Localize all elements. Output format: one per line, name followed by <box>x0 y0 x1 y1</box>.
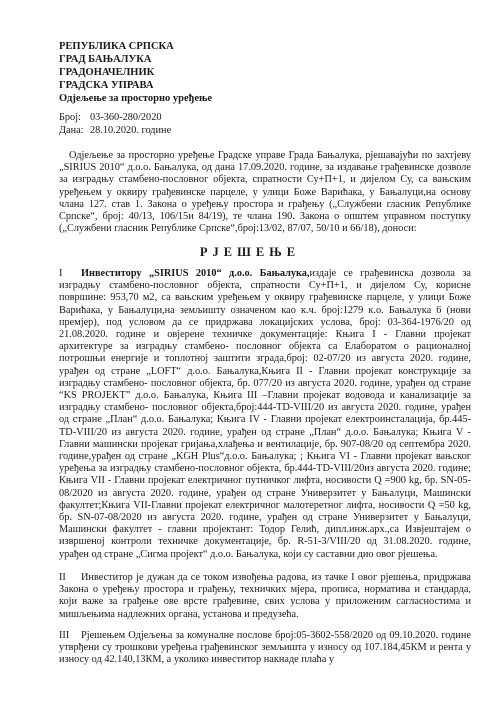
decision-paragraph-1 <box>59 268 471 561</box>
header-city: ГРАД БАЊАЛУКА <box>59 54 152 65</box>
header-mayor: ГРАДОНАЧЕЛНИК <box>59 67 155 78</box>
document-meta <box>59 112 171 137</box>
issuer-header <box>59 40 212 105</box>
header-administration: ГРАДСКА УПРАВА <box>59 80 154 91</box>
paragraph-1-lead: Инвеститору „SIRIUS 2010“ д.о.о. Бањалука, <box>81 268 310 279</box>
document-number-label: Број: <box>59 112 81 123</box>
header-republic: РЕПУБЛИКА СРПСКА <box>59 41 174 52</box>
document-date-value: 28.10.2020. године <box>90 124 172 136</box>
decision-paragraph-2 <box>59 572 471 621</box>
header-department: Одјељење за просторно уређење <box>59 93 213 104</box>
paragraph-1-number: I <box>59 268 63 279</box>
document-date-label: Дана: <box>59 124 84 136</box>
decision-title: РЈЕШЕЊЕ <box>199 245 301 259</box>
paragraph-2-number: II <box>59 572 66 583</box>
paragraph-3-text: Рјешењем Одјељења за комуналне послове број:05-3602-558/2020 од 09.10.2020. године утврђени су трошкови уређења грађевинског земљишта у износу од 107.184,45КМ и рента у износу од 42.140,13КМ, а уколико инвеститор накнаде плаћа у <box>59 630 471 666</box>
intro-paragraph: Одјељење за просторно уређење Градске управе Града Бањалука, рјешавајући по захтјеву „SIRIUS 2010“ д.о.о. Бањалука, од дана 17.09.2020. године, за издавање грађевинске дозволе за изградњу стамбено-пословног објекта, спратности Су+П+1, и дијелом Су, са вањским уређењем у оквиру грађевинске парцеле, у улици Боже Варићака, у Бањалуци,на основу члана 127. став 1. Закона о уређењу простора и грађењу („Службени гласник Републике Српске“, број: 40/13, 106/15и 84/19), те члана 190. Закона о општем управном поступку („Службени гласник Републике Српске“,број:13/02, 87/07, 50/10 и 66/18), доноси: <box>59 150 471 235</box>
paragraph-3-number: III <box>59 630 70 641</box>
document-number-value: 03-360-280/2020 <box>90 112 162 123</box>
decision-paragraph-3 <box>59 630 471 667</box>
document-date-row <box>59 125 171 138</box>
paragraph-1-text: издаје се грађевинска дозвола за изградњу стамбено-пословног објекта, спратности Су+П+1, и дијелом Су, корисне површине: 953,70 м2, са вањским уређењем у оквиру грађевинске парцеле, у улици Боже Варићака, у Бањалуци,на земљишту означеном као к.ч. број:1279 к.о. Бањалука 6 (нови премјер), под условом да се придржава локацијских услова, број: 03-364-1976/20 од 21.08.2020. године и овјерене техничке документације: Књига I - Главни пројекат архитектуре за изградњу стамбено- пословног објекта са Елаборатом о рационалној потрошњи енергије и топлотној заштити зграда,број: 02-07/20 из августа 2020. године, урађен од стране „LOFT“ д.о.о. Бањалука,Књига II - Главни пројекат конструкције за изградњу стамбено- пословног објекта, бр. 077/20 из августа 2020. године, урађен од стране “KS PROJEKT” д.о.о. Бањалука, Књига III –Главни пројекат водовода и канализације за изградњу стамбено- пословног објекта,број:444-TD-VIII/20 из августа 2020. године, урађен од стране „План“ д.о.о. Бањалука; Књига IV - Главни пројекат електроинсталација, бр.445-TD-VIII/20 из августа 2020. године, урађен од стране „План“ д.о.о. Бањалука; Књига V - Главни машински пројекат гријања,хлађења и вентилације, бр. 907-08/20 од септембра 2020. године,урађен од стране „KGH Plus“д.о.о. Бањалука; ; Књига VI - Главни пројекат вањског уређења за изградњу стамбено-пословног објекта, бр.444-TD-VIII/20из августа 2020. године; Књига VII - Главни пројекат електричног путничког лифта, носивости Q =900 kg, бр. SN-05-08/2020 из августа 2020. године, урађен од стране Универзитет у Бањалуци, Машински факултет;Књига VII-Главни пројекат електричног малотеретног лифта, носивости Q =50 kg, бр. SN-07-08/2020 из августа 2020. године, урађен од стране Универзитет у Бањалуци, Машински факултет - главни пројектант: Тодор Гелић, дипл.инж.арх.,са Извјештајем о извршеној контроли техничке документације, бр. R-51-3/VIII/20 од 31.08.2020. године, урађен од стране „Сигма пројект“ д.о.о. Бањалука, који су саставни дио овог рјешења. <box>59 268 471 560</box>
paragraph-2-text: Инвеститор је дужан да се током извођења радова, из тачке I овог рјешења, придржава Закона о уређењу простора и грађењу, техничких мјера, прописа, норматива и стандарда, који важе за грађење ове врсте грађевине, свих услова у приложеним сагласностима и мишљењима надлежних органа, установа и предузећа. <box>59 572 471 620</box>
document-number-row <box>59 112 171 125</box>
